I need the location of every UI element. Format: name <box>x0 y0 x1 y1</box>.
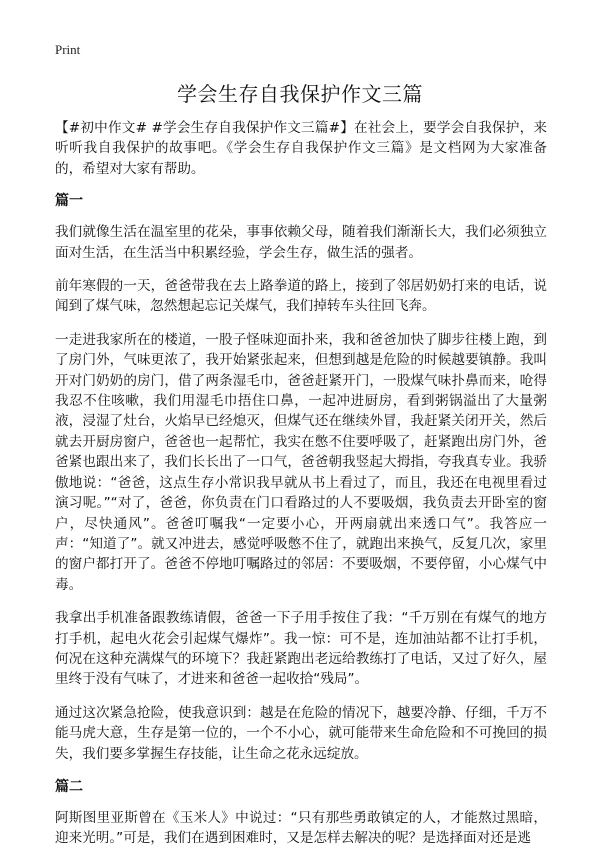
paragraph: 通过这次紧急抢险，使我意识到：越是在危险的情况下，越要冷静、仔细，千万不能马虎大意，生存是第一位的，一个不小心，就可能带来生命危险和不可挽回的损失，我们要多掌握生存技能，让生命之花永远绽放。 <box>55 704 547 762</box>
paragraph: 我们就像生活在温室里的花朵，事事依赖父母，随着我们渐渐长大，我们必须独立面对生活，在生活当中积累经验，学会生存，做生活的强者。 <box>55 224 547 261</box>
print-link[interactable]: Print <box>55 42 81 57</box>
paragraph: 一走进我家所在的楼道，一股子怪味迎面扑来，我和爸爸加快了脚步往楼上跑，到了房门外，气味更浓了，我开始紧张起来，但想到越是危险的时候越要镇静。我叫开对门奶奶的房门，借了两条湿毛巾，爸爸赶紧开门，一股煤气味扑鼻而来，呛得我忍不住咳嗽，我们用湿毛巾捂住口鼻，一起冲进厨房，看到粥锅溢出了大量粥液，浸湿了灶台，火焰早已经熄灭，但煤气还在继续外冒，我赶紧关闭开关，然后就去开厨房窗户，爸爸也一起帮忙，我实在憋不住要呼吸了，赶紧跑出房门外，爸爸紧也跟出来了，我们长长出了一口气，爸爸朝我竖起大拇指，夸我真专业。我骄傲地说：“爸爸，这点生存小常识我早就从书上看过了，而且，我还在电视里看过演习呢。”“对了，爸爸，你负责在门口看路过的人不要吸烟，我负责去开卧室的窗户，尽快通风”。爸爸叮嘱我“一定要小心，开两扇就出来透口气”。我答应一声：“知道了”。就又冲进去，感觉呼吸憋不住了，就跑出来换气，反复几次，家里的窗户都打开了。爸爸不停地叮嘱路过的邻居：不要吸烟，不要停留，小心煤气中毒。 <box>55 331 547 593</box>
section-heading: 篇一 <box>55 193 83 210</box>
intro-paragraph: 【#初中作文# #学会生存自我保护作文三篇#】在社会上，要学会自我保护，来听听我自我保护的故事吧。《学会生存自我保护作文三篇》是文档网为大家准备的，希望对大家有帮助。 <box>55 120 547 177</box>
page-title: 学会生存自我保护作文三篇 <box>177 82 423 106</box>
section-heading: 篇二 <box>55 778 83 795</box>
article-body <box>55 118 547 862</box>
paragraph: 我拿出手机准备跟教练请假，爸爸一下子用手按住了我：“千万别在有煤气的地方打手机，起电火花会引起煤气爆炸”。我一惊：可不是，连加油站都不让打手机，何况在这种充满煤气的环境下？我赶紧跑出老远给教练打了电话，又过了好久，屋里终于没有气味了，才进来和爸爸一起收拾“残局”。 <box>55 610 547 688</box>
paragraph: 前年寒假的一天，爸爸带我在去上路拳道的路上，接到了邻居奶奶打来的电话，说闻到了煤气味，忽然想起忘记关煤气，我们掉转车头往回飞奔。 <box>55 278 547 315</box>
paragraph: 阿斯图里亚斯曾在《玉米人》中说过：“只有那些勇敢镇定的人，才能熬过黑暗，迎来光明。”可是，我们在遇到困难时，又是怎样去解决的呢？是选择面对还是逃 <box>55 809 547 847</box>
